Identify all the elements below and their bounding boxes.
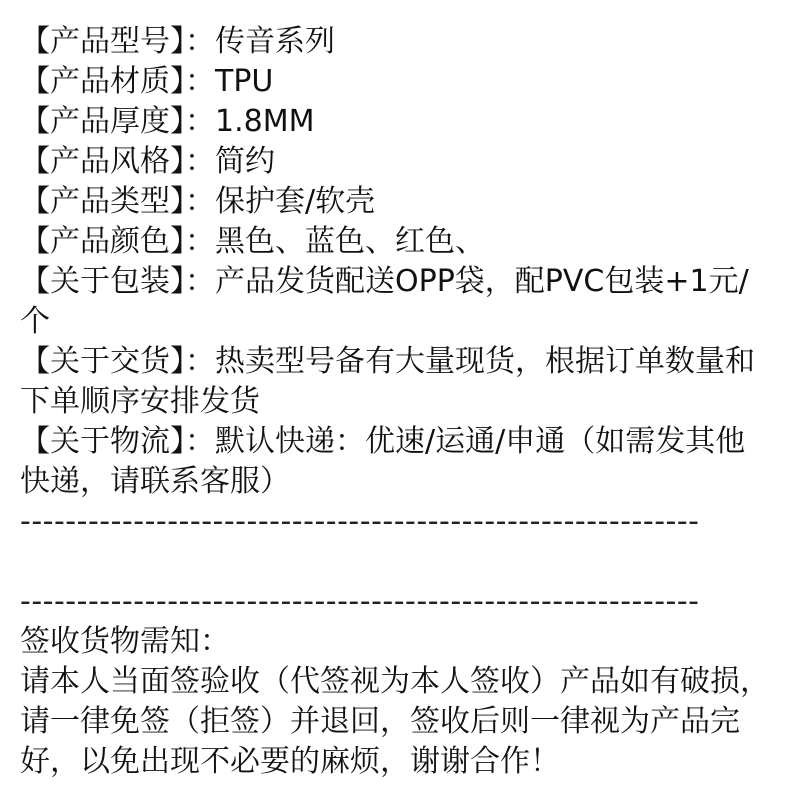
notice-body: 请本人当面签验收（代签视为本人签收）产品如有破损，请一律免签（拒签）并退回，签收后则一律视为产品完好，以免出现不必要的麻烦，谢谢合作！ [20, 664, 770, 779]
spec-line-material: 【产品材质】：TPU [20, 64, 274, 99]
dashed-divider-1: ------------------------------------------------------------ [20, 504, 700, 539]
divider-gap [20, 542, 772, 582]
notice-title: 签收货物需知： [20, 624, 230, 659]
spec-line-packaging: 【关于包装】：产品发货配送OPP袋，配PVC包装+1元/个 [20, 264, 749, 339]
spec-line-type: 【产品类型】：保护套/软壳 [20, 184, 376, 219]
product-info-document [20, 22, 772, 782]
spec-line-logistics: 【关于物流】：默认快递：优速/运通/申通（如需发其他快递，请联系客服） [20, 424, 746, 499]
spec-line-delivery: 【关于交货】：热卖型号备有大量现货，根据订单数量和下单顺序安排发货 [20, 344, 755, 419]
spec-line-model: 【产品型号】：传音系列 [20, 24, 335, 59]
dashed-divider-2: ------------------------------------------------------------ [20, 584, 700, 619]
spec-line-style: 【产品风格】：简约 [20, 144, 275, 179]
spec-line-colors: 【产品颜色】：黑色、蓝色、红色、 [20, 224, 485, 259]
spec-line-thickness: 【产品厚度】：1.8MM [20, 104, 315, 139]
